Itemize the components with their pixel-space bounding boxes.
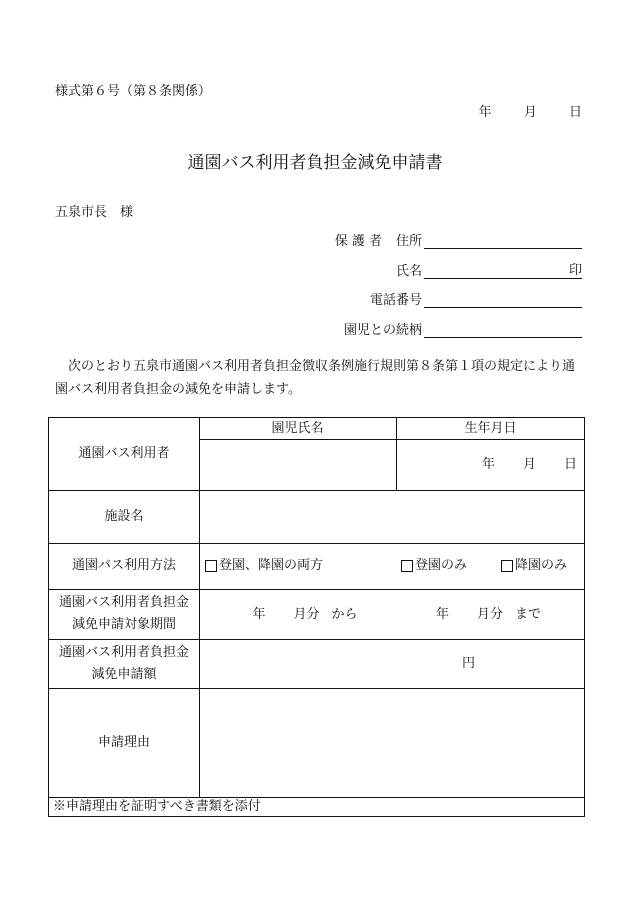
label-line: 減免申請対象期間 (71, 617, 176, 632)
dob-field[interactable] (397, 440, 585, 490)
date-day: 日 (568, 105, 582, 120)
application-table (48, 417, 585, 817)
facility-label: 施設名 (104, 508, 144, 524)
method-option-both[interactable] (205, 543, 385, 589)
application-date (457, 101, 582, 120)
seal-mark: 印 (568, 263, 582, 278)
checkbox[interactable] (205, 560, 217, 572)
date-year: 年 (478, 105, 492, 120)
option-label: 登園、降園の両方 (219, 558, 324, 573)
period-from-year: 年 (252, 606, 266, 622)
attachment-note: ※申請理由を証明すべき書類を添付 (53, 799, 261, 814)
phone-field[interactable] (424, 291, 582, 308)
relation-label: 園児との続柄 (343, 323, 422, 338)
application-statement: 次のとおり五泉市通園バス利用者負担金徴収条例施行規則第８条第１項の規定により通園バス利用者負担金の減免を申請します。 (55, 359, 576, 397)
applicant-phone-row (370, 290, 582, 308)
option-label: 降園のみ (515, 558, 568, 573)
period-to-suffix: まで (515, 606, 542, 622)
label-line: 通園バス利用者負担金 (58, 644, 189, 660)
child-name-field[interactable] (200, 440, 396, 490)
date-month: 月 (523, 105, 537, 120)
reason-field[interactable] (200, 689, 585, 797)
amount-label (49, 639, 199, 688)
label-line: 減免申請額 (91, 666, 157, 682)
period-to-year: 年 (436, 606, 450, 622)
period-to-field[interactable] (410, 590, 585, 639)
name-label: 氏名 (395, 264, 422, 279)
form-number: 様式第６号（第８条関係） (55, 84, 212, 99)
name-field[interactable] (424, 262, 582, 279)
dob-day: 日 (563, 457, 577, 472)
period-from-field[interactable] (200, 590, 410, 639)
guardian-label: 保 護 者 (334, 234, 382, 249)
addressee: 五泉市長 様 (55, 205, 134, 220)
relation-field[interactable] (424, 321, 582, 338)
child-name-header: 園児氏名 (271, 420, 324, 436)
period-from-suffix: から (331, 606, 358, 622)
address-label: 住所 (395, 234, 422, 249)
applicant-address-row (335, 231, 582, 249)
amount-field[interactable] (200, 640, 585, 688)
option-label: 登園のみ (415, 558, 468, 573)
applicant-name-row (396, 261, 582, 279)
dob-year: 年 (481, 457, 495, 472)
user-label: 通園バス利用者 (78, 446, 170, 461)
dob-header: 生年月日 (464, 420, 517, 436)
period-label (49, 589, 199, 639)
method-option-pickup[interactable] (501, 543, 585, 589)
label-line: 通園バス利用者負担金 (58, 595, 189, 610)
checkbox[interactable] (401, 560, 413, 572)
yen-unit: 円 (462, 656, 476, 671)
period-from-month: 月分 (293, 606, 320, 622)
method-label: 通園バス利用方法 (71, 558, 176, 573)
checkbox[interactable] (501, 560, 513, 572)
page-title: 通園バス利用者負担金減免申請書 (187, 153, 443, 173)
period-to-month: 月分 (477, 606, 504, 622)
facility-field[interactable] (200, 491, 585, 543)
method-option-dropoff[interactable] (401, 543, 491, 589)
phone-label: 電話番号 (369, 293, 422, 308)
dob-month: 月 (522, 457, 536, 472)
address-field[interactable] (424, 232, 582, 249)
applicant-relation-row (344, 320, 582, 338)
reason-label: 申請理由 (97, 734, 150, 750)
